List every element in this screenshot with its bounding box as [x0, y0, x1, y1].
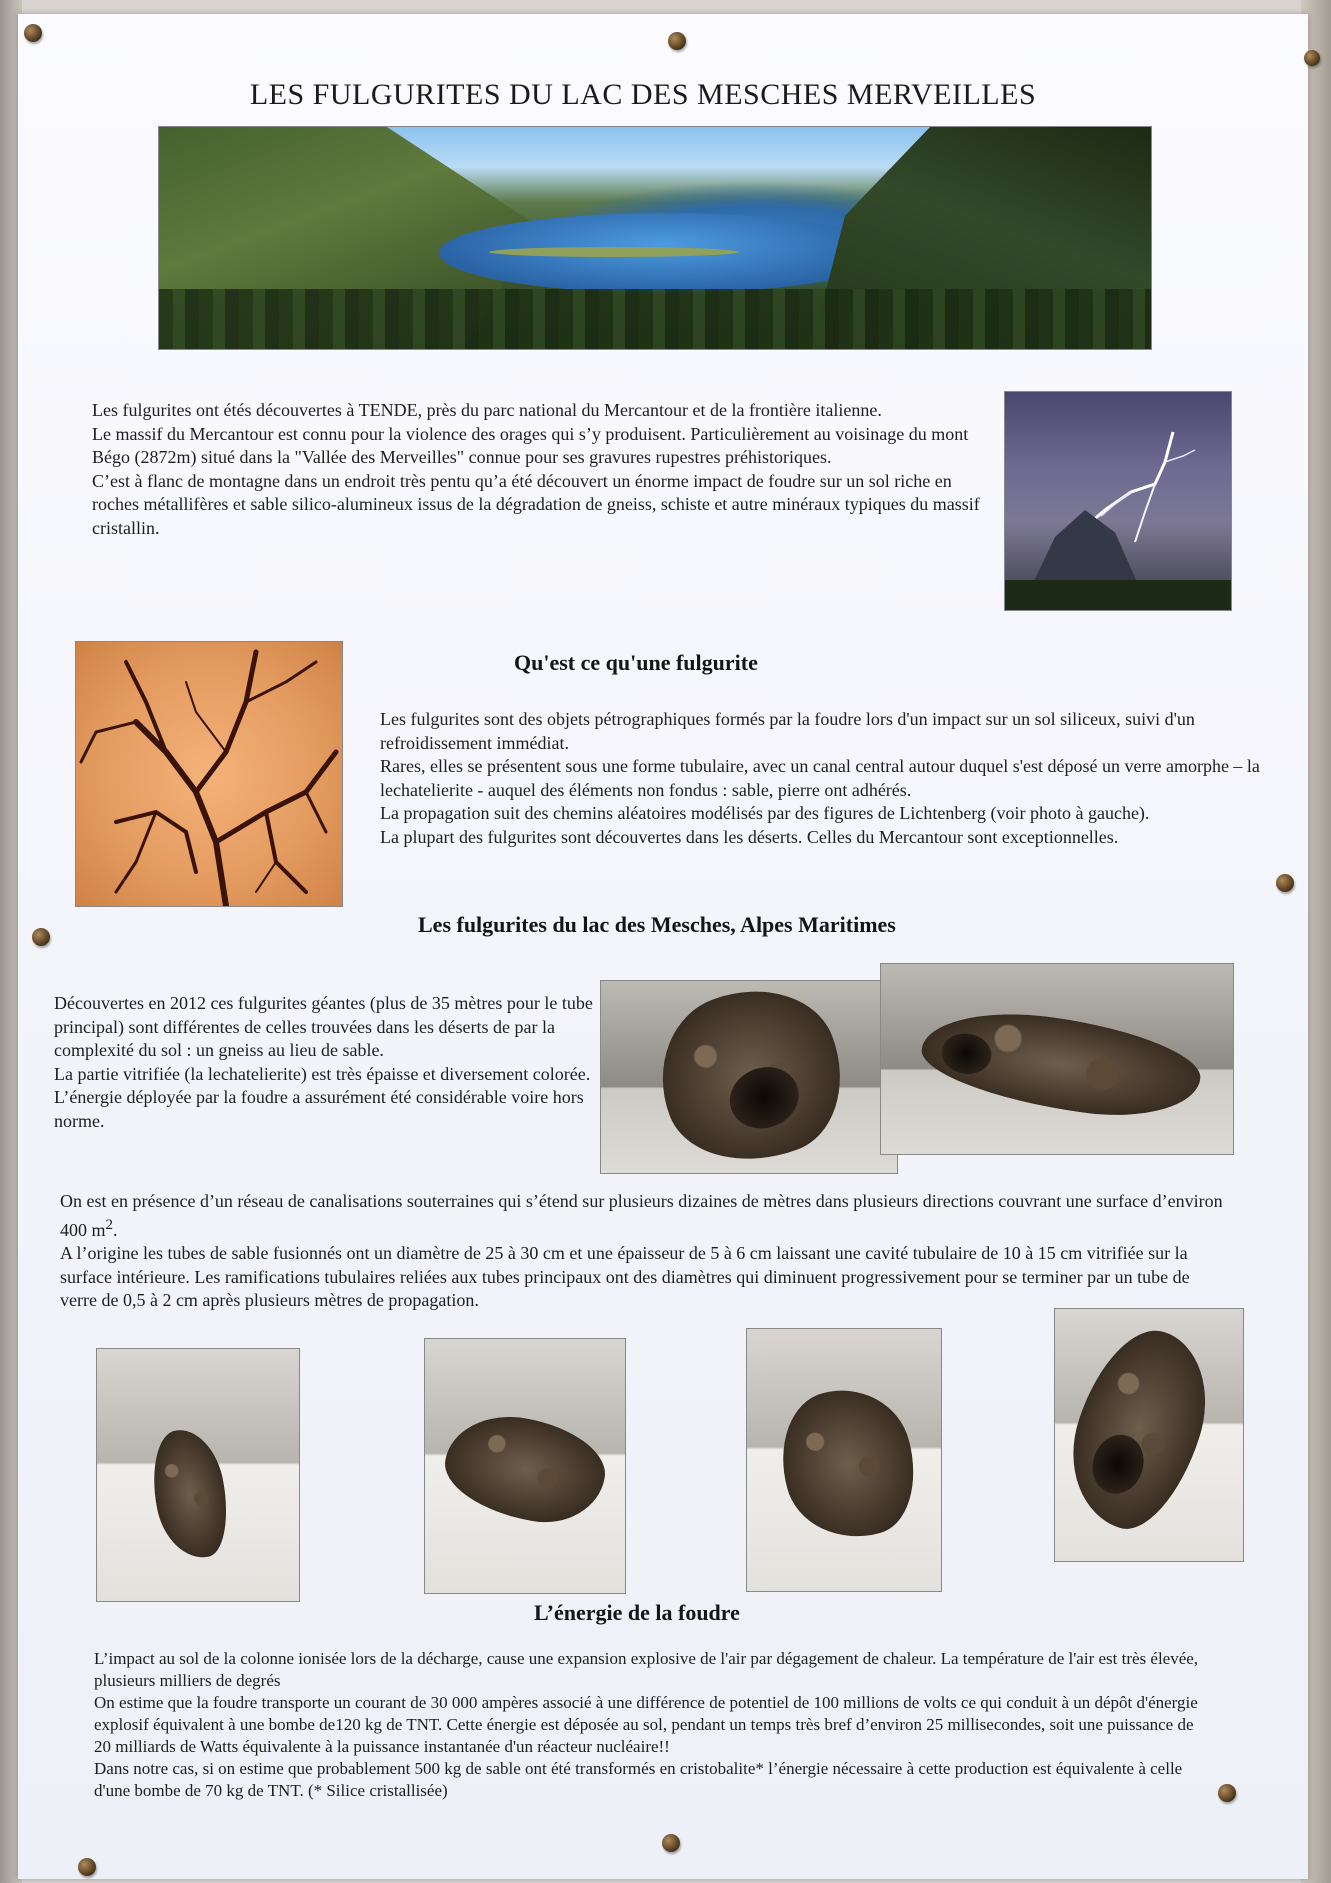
section-energy-paragraph: L’impact au sol de la colonne ionisée lors de la décharge, cause une expansion explosive de l'air par dégagement de chaleur. La température de l'air est très élevée, plusieurs milliers de degrés [94, 1649, 1199, 1690]
section-what-paragraph: Les fulgurites sont des objets pétrographiques formés par la foudre lors d'un impact sur un sol siliceux, suivi d'un refroidissement immédiat. [380, 709, 1195, 753]
lightning-photo [1004, 391, 1232, 611]
fulgurite-tube-photo [600, 980, 898, 1174]
section-what-paragraph: Rares, elles se présentent sous une forme tubulaire, avec un canal central autour duquel s'est déposé un verre amorphe – la lechatelierite - auquel des éléments non fondus : sable, pierre ont adhérés. [380, 756, 1260, 800]
lake-landscape-photo [158, 126, 1152, 350]
section-mesches-paragraph: La partie vitrifiée (la lechatelierite) est très épaisse et diversement colorée. [54, 1063, 591, 1084]
section-mesches-paragraph: On est en présence d’un réseau de canalisations souterraines qui s’étend sur plusieurs dizaines de mètres dans plusieurs directions couvrant une surface d’environ 400 $m^2$. [60, 1191, 1223, 1240]
section-heading-what: Qu'est ce qu'une fulgurite [514, 650, 758, 675]
section-mesches-paragraph: Découvertes en 2012 ces fulgurites géantes (plus de 35 mètres pour le tube principal) sont différentes de celles trouvées dans les déserts de par la complexité du sol : un gneiss au lieu de sable. [54, 993, 593, 1060]
intro-paragraph: Le massif du Mercantour est connu pour la violence des orages qui s’y produisent. Particulièrement au voisinage du mont Bégo (2872m) situé dans la "Vallée des Merveilles" connue pour ses gravures rupestres préhistoriques. [92, 423, 969, 467]
section-energy-text [94, 1648, 1214, 1802]
intro-paragraph: C’est à flanc de montagne dans un endroit très pentu qu’a été découvert un énorme impact de foudre sur un sol riche en roches métallifères et sable silico-alumineux issus de la dégradation de gneiss, schiste et autre minéraux typiques du massif cristallin. [92, 470, 980, 538]
pin-icon [668, 32, 686, 50]
section-energy-paragraph: On estime que la foudre transporte un courant de 30 000 ampères associé à une différence de potentiel de 100 millions de volts ce qui conduit à un dépôt d'énergie explosif équivalent à une bombe de120 kg de TNT. Cette énergie est déposée au sol, pendant un temps très bref d’environ 25 millisecondes, soit une puissance de 20 milliards de Watts équivalente à la puissance instantanée d'un réacteur nucléaire!! [94, 1693, 1198, 1756]
pin-icon [32, 928, 50, 946]
fulgurite-branch-photo [880, 963, 1234, 1155]
fulgurite-sample-photo-1 [96, 1348, 300, 1602]
section-mesches-full-text [60, 1190, 1228, 1313]
lichtenberg-figure-photo [75, 641, 343, 907]
pin-icon [78, 1858, 96, 1876]
intro-text [92, 399, 1002, 540]
intro-paragraph: Les fulgurites ont étés découvertes à TENDE, près du parc national du Mercantour et de la frontière italienne. [92, 400, 882, 420]
section-what-text [380, 708, 1262, 849]
section-mesches-left-text [54, 992, 594, 1133]
section-mesches-paragraph: A l’origine les tubes de sable fusionnés ont un diamètre de 25 à 30 cm et une épaisseur de 5 à 6 cm laissant une cavité tubulaire de 10 à 15 cm vitrifiée sur la surface intérieure. Les ramifications tubulaires reliées aux tubes principaux ont des diamètres qui diminuent progressivement pour se terminer par un tube de verre de 0,5 à 2 cm après plusieurs mètres de propagation. [60, 1243, 1190, 1310]
poster [18, 14, 1308, 1879]
section-heading-energy: L’énergie de la foudre [534, 1600, 740, 1625]
fulgurite-sample-photo-4 [1054, 1308, 1244, 1562]
fulgurite-sample-photo-3 [746, 1328, 942, 1592]
pin-icon [662, 1834, 680, 1852]
pin-icon [24, 24, 42, 42]
section-heading-mesches: Les fulgurites du lac des Mesches, Alpes Maritimes [418, 912, 896, 937]
pin-icon [1304, 50, 1320, 66]
pin-icon [1276, 874, 1294, 892]
section-what-paragraph: La propagation suit des chemins aléatoires modélisés par des figures de Lichtenberg (voir photo à gauche). [380, 803, 1150, 823]
section-what-paragraph: La plupart des fulgurites sont découvertes dans les déserts. Celles du Mercantour sont exceptionnelles. [380, 826, 1119, 847]
pin-icon [1218, 1784, 1236, 1802]
section-mesches-paragraph: L’énergie déployée par la foudre a assurément été considérable voire hors norme. [54, 1087, 584, 1131]
section-energy-paragraph: Dans notre cas, si on estime que probablement 500 kg de sable ont été transformés en cristobalite* l’énergie nécessaire à cette production est équivalente à celle d'une bombe de 70 kg de TNT. (* Silice cristallisée) [94, 1759, 1183, 1800]
fulgurite-sample-photo-2 [424, 1338, 626, 1594]
page-title: LES FULGURITES DU LAC DES MESCHES MERVEILLES [249, 78, 1037, 111]
